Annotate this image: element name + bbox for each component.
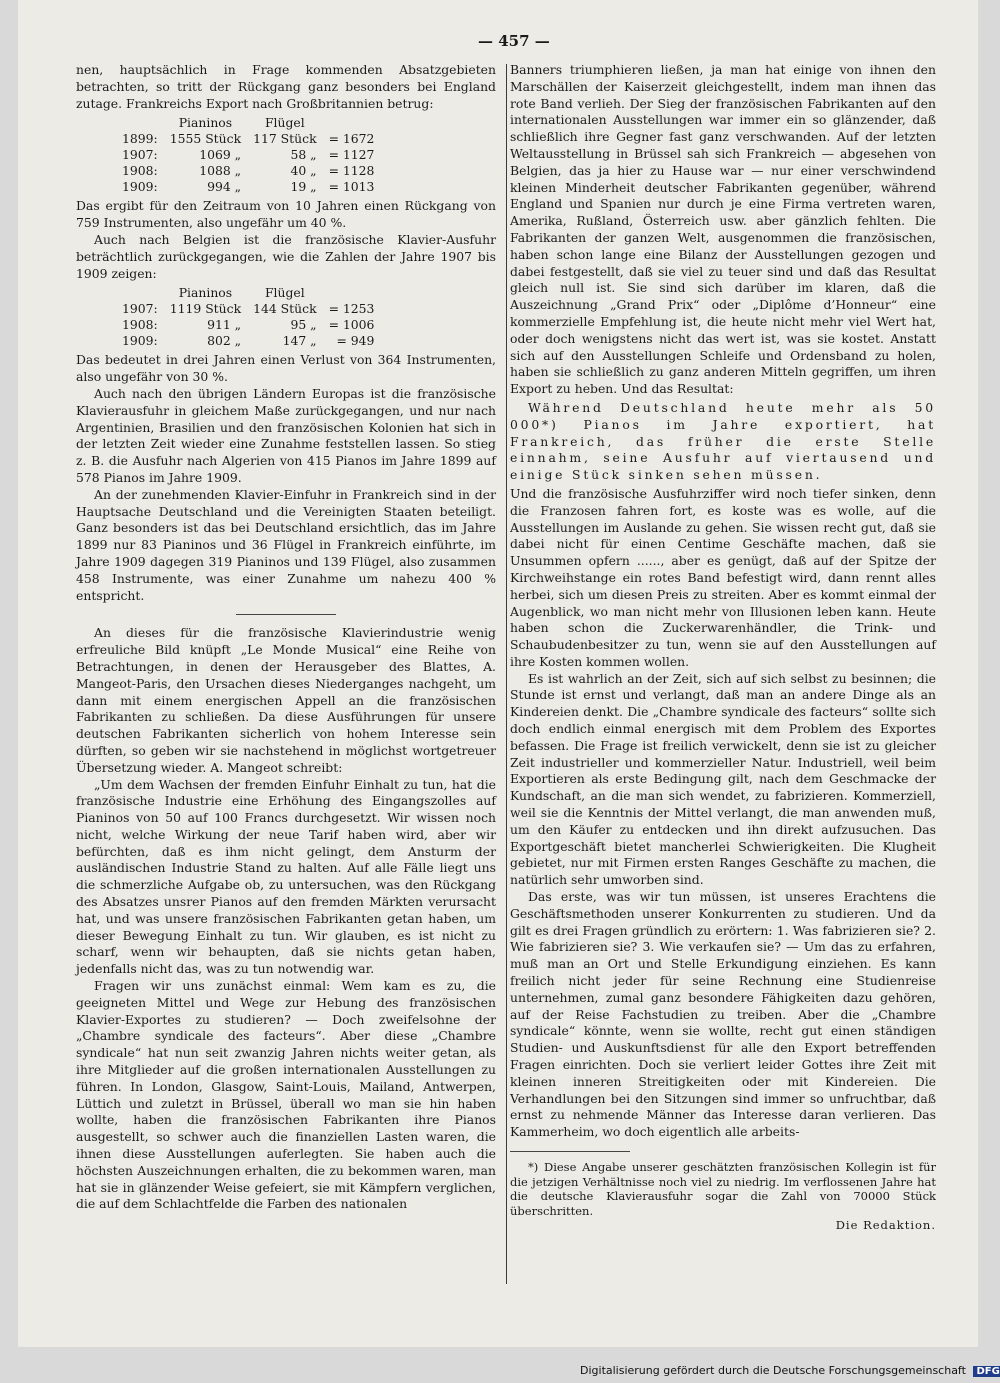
table-header-cell xyxy=(116,115,164,131)
page-number: — 457 — xyxy=(478,32,550,50)
table-header-cell xyxy=(323,285,381,301)
table-cell: = 1672 xyxy=(328,131,375,147)
export-table-england xyxy=(116,115,380,195)
emphasized-statement: Während Deutschland heute mehr als 50 000*) Pianos im Jahre exportiert, hat Frankreich, das früher die erste Stelle einnahm, seine Ausfuhr auf viertausend und einige Stück sinken sehen müssen. xyxy=(510,399,936,483)
table-cell: = 1127 xyxy=(328,147,375,163)
export-table-belgium xyxy=(116,285,380,349)
table-row xyxy=(116,301,380,317)
table-cell: 40 „ xyxy=(290,163,317,179)
footer-text: Digitalisierung gefördert durch die Deutsche Forschungsgemeinschaft xyxy=(580,1364,966,1377)
footnote-separator xyxy=(510,1151,630,1152)
left-column xyxy=(76,62,496,1213)
table-cell: 1907: xyxy=(122,147,158,163)
table-cell: 911 „ xyxy=(207,317,242,333)
right-column xyxy=(510,62,936,1233)
table-row xyxy=(116,163,380,179)
document-page xyxy=(18,0,978,1347)
table-cell: 19 „ xyxy=(290,179,317,195)
table-cell: 1908: xyxy=(122,163,158,179)
footnote xyxy=(510,1160,936,1233)
paragraph: An der zunehmenden Klavier-Einfuhr in Frankreich sind in der Hauptsache Deutschland und die Vereinigten Staaten beteiligt. Ganz besonders ist das bei Deutschland ersichtlich, das im Jahre 1899 nur 83 Pianinos und 36 Flügel in Frankreich einführte, im Jahre 1909 dagegen 319 Pianinos und 139 Flügel, also zusammen 458 Instrumente, was einer Zunahme um nahezu 400 % entspricht. xyxy=(76,486,496,603)
table-cell: 58 „ xyxy=(290,147,317,163)
table-cell: 1555 Stück xyxy=(169,131,242,147)
table-header-cell: Flügel xyxy=(264,115,305,131)
table-row xyxy=(116,131,380,147)
table-cell: 1907: xyxy=(122,301,158,317)
dfg-logo: DFG xyxy=(973,1366,1000,1377)
table-cell: 994 „ xyxy=(207,179,242,195)
table-header-cell xyxy=(323,115,381,131)
paragraph: Und die französische Ausfuhrziffer wird noch tiefer sinken, denn die Franzosen fahren fort, es koste was es wolle, auf die Ausstellungen im Auslande zu gehen. Sie wissen recht gut, daß sie dabei nicht für einen Centime Geschäfte machen, daß sie Unsummen opfern ......, aber es genügt, daß auf der Spitze der Kirchweihstange ein rotes Band befestigt wird, dann rennt alles herbei, sich um diesen Preis zu streiten. Aber es kommt einmal der Augenblick, wo man nicht mehr von Illusionen leben kann. Heute haben schon die Zuckerwarenhändler, die Trink- und Schaubudenbesitzer zu tun, wenn sie auf den Ausstellungen auf ihre Kosten kommen wollen. xyxy=(510,485,936,669)
table-row xyxy=(116,179,380,195)
table-cell: 1069 „ xyxy=(199,147,242,163)
paragraph: Das bedeutet in drei Jahren einen Verlust von 364 Instrumenten, also ungefähr von 30 %. xyxy=(76,352,496,385)
table-cell: 1899: xyxy=(122,131,158,147)
paragraph: nen, hauptsächlich in Frage kommenden Absatzgebieten betrachten, so tritt der Rückgang ganz besonders bei England zutage. Frankreichs Export nach Großbritannien betrug: xyxy=(76,62,496,111)
table-cell: 117 Stück xyxy=(253,131,317,147)
paragraph: Banners triumphieren ließen, ja man hat einige von ihnen den Marschällen der Kaiserzeit gleichgestellt, indem man ihnen das rote Band verlieh. Der Sieg der französischen Fabrikanten auf den internationalen Ausstellungen war immer ein so glänzender, daß schließlich ihre Gegner fast ganz verschwanden. Auf der letzten Weltausstellung in Brüssel sah sich Frankreich — abgesehen von Belgien, das ja hier zu Hause war — nur einer verschwindend kleinen Minderheit deutscher Fabrikanten gegenüber, während England und Spanien nur durch je eine Firma vertreten waren, Amerika, Rußland, Österreich usw. aber gänzlich fehlten. Die Fabrikanten der ganzen Welt, ausgenommen die französischen, haben schon lange eine Bilanz der Ausstellungen gezogen und dabei festgestellt, daß sie viel zu teuer sind und daß das Resultat gleich null ist. Sie sind sich darüber im klaren, daß die Auszeichnung „Grand Prix“ oder „Diplôme d’Honneur“ eine kommerzielle Empfehlung ist, die heute nicht mehr viel Wert hat, oder doch wenigstens nicht das wert ist, was sie kostet. Anstatt sich auf den Ausstellungen Schleife und Ordensband zu holen, haben sie schließlich zu ganz anderen Mitteln gegriffen, um ihren Export zu heben. Und das Resultat: xyxy=(510,62,936,397)
table-cell: 1119 Stück xyxy=(169,301,242,317)
paragraph: Das erste, was wir tun müssen, ist unseres Erachtens die Geschäftsmethoden unserer Konkurrenten zu studieren. Und da gilt es drei Fragen gründlich zu erörtern: 1. Was fabrizieren sie? 2. Wie fabrizieren sie? 3. Wie verkaufen sie? — Um das zu erfahren, muß man an Ort und Stelle Erkundigung einziehen. Es kann freilich nicht jeder für seine Rechnung eine Studienreise unternehmen, zumal ganz besondere Fähigkeiten dazu gehören, auf der Reise Fachstudien zu treiben. Aber die „Chambre syndicale“ könnte, wenn sie wollte, recht gut einen ständigen Studien- und Auskunftsdienst für alle den Export betreffenden Fragen einrichten. Doch sie verliert leider Gottes ihre Zeit mit kleinen inneren Streitigkeiten oder mit Kindereien. Die Verhandlungen bei den Sitzungen sind immer so unfruchtbar, daß ernst zu nehmende Männer das Interesse daran verlieren. Das Kammerheim, wo doch eigentlich alle arbeits- xyxy=(510,889,936,1140)
section-divider xyxy=(236,614,336,615)
table-row xyxy=(116,333,380,349)
table-cell: 1908: xyxy=(122,317,158,333)
table-cell: 147 „ xyxy=(282,333,317,349)
footnote-text: *) Diese Angabe unserer geschätzten französischen Kollegin ist für die jetzigen Verhältnisse noch viel zu niedrig. Im verflossenen Jahre hat die deutsche Klavierausfuhr sogar die Zahl von 70000 Stück überschritten. xyxy=(510,1160,936,1218)
paragraph: „Um dem Wachsen der fremden Einfuhr Einhalt zu tun, hat die französische Industrie eine Erhöhung des Eingangszolles auf Pianinos von 50 auf 100 Francs durchgesetzt. Wir wissen noch nicht, welche Wirkung der neue Tarif haben wird, aber wir befürchten, daß es ihm nicht gelingt, dem Ansturm der ausländischen Industrie Stand zu halten. Auf alle Fälle liegt uns die schmerzliche Aufgabe ob, zu untersuchen, was den Rückgang des Absatzes unsrer Pianos auf den fremden Märkten verursacht hat, und was unsere französischen Fabrikanten getan haben, um dieser Bewegung Einhalt zu tun. Wir glauben, es ist nicht zu scharf, wenn wir behaupten, daß sie nichts getan haben, jedenfalls nicht das, was zu tun notwendig war. xyxy=(76,776,496,977)
table-header-row xyxy=(116,285,380,301)
table-cell: 1909: xyxy=(122,179,158,195)
paragraph: Auch nach den übrigen Ländern Europas ist die französische Klavierausfuhr in gleichem Maße zurückgegangen, und nur nach Argentinien, Brasilien und den französischen Kolonien hat sich in der letzten Zeit wieder eine Zunahme feststellen lassen. So stieg z. B. die Ausfuhr nach Algerien von 415 Pianos im Jahre 1899 auf 578 Pianos im Jahre 1909. xyxy=(76,385,496,485)
table-cell: 144 Stück xyxy=(253,301,317,317)
column-rule xyxy=(506,64,507,1284)
footnote-signature: Die Redaktion. xyxy=(835,1218,936,1232)
table-row xyxy=(116,317,380,333)
table-cell: = 1128 xyxy=(328,163,375,179)
table-header-cell: Pianinos xyxy=(178,285,233,301)
table-cell: = 1253 xyxy=(328,301,375,317)
table-header-cell: Flügel xyxy=(264,285,305,301)
table-cell: 1909: xyxy=(122,333,158,349)
table-cell: = 1006 xyxy=(328,317,375,333)
paragraph: Fragen wir uns zunächst einmal: Wem kam es zu, die geeigneten Mittel und Wege zur Hebung des französischen Klavier-Exportes zu studieren? — Doch zweifelsohne der „Chambre syndicale des facteurs“. Aber diese „Chambre syndicale“ hat nun seit zwanzig Jahren nichts weiter getan, als ihre Mitglieder auf die großen internationalen Ausstellungen zu führen. In London, Glasgow, Saint-Louis, Mailand, Antwerpen, Lüttich und zuletzt in Brüssel, überall wo man sie hin haben wollte, haben die französischen Fabrikanten ihre Pianos ausgestellt, so schwer auch die finanziellen Lasten waren, die ihnen diese Ausstellungen auferlegten. Sie haben auch die höchsten Auszeichnungen erhalten, die zu bekommen waren, man hat sie in glänzender Weise gefeiert, sie mit Kämpfern verglichen, die auf dem Schlachtfelde die Farben des nationalen xyxy=(76,978,496,1212)
table-row xyxy=(116,147,380,163)
table-header-cell xyxy=(116,285,164,301)
paragraph: Es ist wahrlich an der Zeit, sich auf sich selbst zu besinnen; die Stunde ist ernst und verlangt, daß man an andere Dinge als an Kindereien denkt. Die „Chambre syndicale des facteurs“ sollte sich doch endlich einmal energisch mit dem Problem des Exportes befassen. Die Frage ist freilich verwickelt, denn sie ist zu gleicher Zeit industrieller und kommerzieller Natur. Industriell, weil beim Exportieren als erste Bedingung gilt, nach dem Geschmacke der Kundschaft, an die man sich wendet, zu fabrizieren. Kommerziell, weil sie die Kenntnis der Mittel verlangt, die man anwenden muß, um den Käufer zu entdecken und ihn direkt aufzusuchen. Das Exportgeschäft bietet mancherlei Schwierigkeiten. Die Klugheit gebietet, nur mit Firmen ersten Ranges Geschäfte zu machen, die natürlich sehr umworben sind. xyxy=(510,670,936,888)
table-cell: 95 „ xyxy=(290,317,317,333)
table-cell: 802 „ xyxy=(207,333,242,349)
table-cell: 1088 „ xyxy=(199,163,242,179)
paragraph: Das ergibt für den Zeitraum von 10 Jahren einen Rückgang von 759 Instrumenten, also ungefähr um 40 %. xyxy=(76,198,496,231)
footer-credit xyxy=(580,1364,1000,1377)
paragraph: Auch nach Belgien ist die französische Klavier-Ausfuhr beträchtlich zurückgegangen, wie die Zahlen der Jahre 1907 bis 1909 zeigen: xyxy=(76,231,496,281)
table-cell: = 1013 xyxy=(328,179,375,195)
table-header-row xyxy=(116,115,380,131)
table-cell: = 949 xyxy=(336,333,375,349)
table-header-cell: Pianinos xyxy=(178,115,233,131)
paragraph: An dieses für die französische Klavierindustrie wenig erfreuliche Bild knüpft „Le Monde Musical“ eine Reihe von Betrachtungen, in denen der Herausgeber des Blattes, A. Mangeot-Paris, den Ursachen dieses Niederganges nachgeht, um dann mit einem energischen Appell an die französischen Fabrikanten zu schließen. Da diese Ausführungen für unsere deutschen Fabrikanten sicherlich von hohem Interesse sein dürften, so geben wir sie nachstehend in möglichst wortgetreuer Übersetzung wieder. A. Mangeot schreibt: xyxy=(76,625,496,775)
